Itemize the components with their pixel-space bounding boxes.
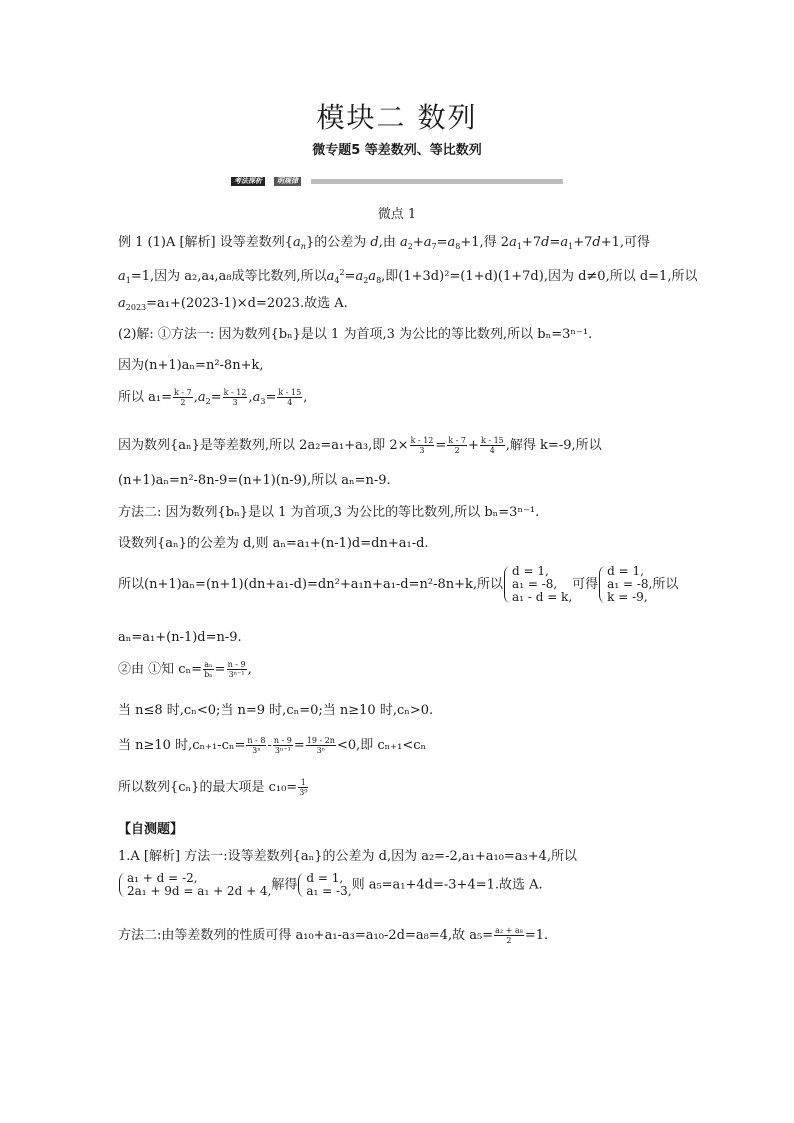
fraction-den: 3ⁿ⁻¹ (228, 670, 245, 679)
fraction (277, 388, 302, 407)
fraction-num: n - 9 (227, 660, 246, 669)
fraction-num: a₂ + a₈ (495, 926, 523, 935)
equation-row: a₁ = -3, (306, 884, 352, 898)
fraction-num: k - 15 (278, 388, 302, 397)
ex1-line-10: 设数列{aₙ}的公差为 d,则 aₙ=a₁+(n-1)d=dn+a₁-d. (118, 536, 429, 551)
fraction-num: k - 7 (448, 436, 467, 445)
equation-row: d = 1, (607, 564, 644, 578)
banner-tag-secondary: 明规律 (274, 177, 301, 186)
ex1-line-3: $a_{2023}=a_1+(2023-1)\times d=2023$.故选 A. (118, 296, 348, 312)
fraction (273, 736, 293, 755)
equation-system (503, 565, 572, 604)
banner-bar (311, 179, 563, 184)
text-run: 所以(n+1)aₙ=(n+1)(dn+a₁-d)=dn²+a₁n+a₁-d=n²-8n+k,所以 (118, 577, 504, 592)
equation-row: k = -9, (607, 590, 648, 604)
equation-row: a₁ = -8, (512, 577, 558, 591)
text-run: =1. (524, 928, 549, 943)
fraction-num: k - 12 (410, 436, 434, 445)
fraction-den: 3ⁿ⁻¹ (274, 746, 291, 755)
equation-row: d = 1, (512, 564, 549, 578)
fraction-den: 2 (506, 936, 512, 945)
text-run: 则 a₅=a₁+4d=-3+4=1.故选 A. (351, 877, 543, 893)
equation-system (598, 565, 652, 604)
fraction (223, 388, 248, 407)
equation-row: a₁ - d = k, (512, 590, 573, 604)
self-test-line-1: 1.A [解析] 方法一:设等差数列{aₙ}的公差为 d,因为 a₂=-2,a₁+a₁₀=a₃+4,所以 (118, 849, 578, 864)
fraction (246, 736, 266, 755)
text-run: ②由 ①知 cₙ= (118, 662, 203, 677)
equation-system (118, 872, 271, 898)
section-banner (231, 177, 563, 185)
equation-row: 2a₁ + 9d = a₁ + 2d + 4, (127, 884, 272, 898)
banner-tag-primary: 考法探析 (231, 177, 265, 186)
point-title: 微点 1 (377, 207, 417, 222)
ex1-line-2: $a_1=1$,因为 a₂,a₄,a₈成等比数列,所以$a_4^2=a_2a_8$,即(1+3d)²=(1+d)(1+7d),因为 d≠0,所以 d=1,所以 (118, 268, 698, 285)
text-run: 可得 (572, 577, 599, 592)
page-title: 模块二 数列 (316, 101, 478, 134)
text-run: 所以 a₁= (118, 390, 172, 405)
ex1-line-7: 因为数列{aₙ}是等差数列,所以 2a₂=a₁+a₃,即 2× $\frac{k - 12}{3}$ = $\frac{k - 7}{2}$ + $\frac{k - 15}{4}$ ,解得 k=-9,所以 (118, 436, 602, 455)
fraction-den: 3 (419, 446, 425, 455)
equation-row: a₁ = -8, (607, 577, 653, 591)
text-run: ,得 2 (479, 235, 510, 250)
ex1-line-5: 因为(n+1)aₙ=n²-8n+k, (118, 358, 264, 373)
text-run: 因为数列{aₙ}是等差数列,所以 2a₂=a₁+a₃,即 2× (118, 438, 409, 453)
fraction-den: 4 (287, 398, 293, 407)
fraction-num: n - 8 (247, 736, 266, 745)
text-run: ,可得 (619, 235, 650, 250)
text-run: 所以数列{cₙ}的最大项是 c₁₀= (118, 780, 298, 795)
text-run: ,由 (378, 235, 400, 250)
fraction-num: k - 15 (480, 436, 504, 445)
text-run: ,即(1+3d)²=(1+d)(1+7d),因为 d≠0,所以 d=1,所以 (381, 269, 698, 284)
fraction (227, 660, 247, 679)
self-test-line-2 (118, 872, 543, 898)
text-run: 当 n≥10 时,cₙ₊₁-cₙ= (118, 738, 246, 753)
text-run: 解得 (271, 877, 298, 893)
text-run: 方法二:由等差数列的性质可得 a₁₀+a₁-a₃=a₁₀-2d=a₈=4,故 a₅= (118, 928, 494, 943)
ex1-line-6: 所以 a₁= $\frac{k - 7}{2}$ $,a_2=$ $\frac{k - 12}{3}$ $,a_3=$ $\frac{k - 15}{4}$ , (118, 388, 308, 407)
fraction-den: 2 (180, 398, 186, 407)
ex1-line-11 (118, 565, 678, 604)
text-run: <0,即 cₙ₊₁<cₙ (336, 738, 427, 753)
fraction (410, 436, 435, 455)
ex1-line-14: 当 n≤8 时,cₙ<0;当 n=9 时,cₙ=0;当 n≥10 时,cₙ>0. (118, 703, 434, 718)
text-run: ,解得 k=-9,所以 (505, 438, 602, 453)
fraction (298, 778, 308, 797)
ex1-line-8: (n+1)aₙ=n²-8n-9=(n+1)(n-9),所以 aₙ=n-9. (118, 473, 391, 488)
page-subtitle: 微专题5 等差数列、等比数列 (312, 143, 482, 158)
fraction (480, 436, 505, 455)
equation-system (297, 872, 351, 898)
fraction (494, 926, 524, 945)
text-run: }的公差为 (305, 235, 371, 250)
fraction-num: aₙ (204, 660, 213, 669)
text-run: 例 1 (1)A [解析] 设等差数列{ (118, 235, 294, 250)
equation-row: d = 1, (306, 871, 344, 885)
fraction-den: 2 (454, 446, 460, 455)
fraction (203, 660, 214, 679)
fraction-den: 3ⁿ (252, 746, 261, 755)
ex1-line-16 (118, 778, 309, 797)
fraction-den: 4 (489, 446, 495, 455)
fraction-num: 1 (298, 778, 308, 788)
fraction-den: 3ⁿ (316, 746, 326, 755)
ex1-line-15: 当 n≥10 时,cₙ₊₁-cₙ= $\frac{n - 8}{\text{3ⁿ}}$ - $\frac{n - 9}{\text{3ⁿ⁻¹}}$ = $\frac{19 - 2n}{\text{3ⁿ}}$ <0,即 cₙ₊₁<cₙ (118, 736, 427, 755)
fraction (447, 436, 467, 455)
fraction (306, 736, 336, 755)
ex1-line-1: 例 1 (1)A [解析] 设等差数列$\{a_n\}$的公差为 d,由 $a_2+a_7=a_8+1$,得 $2a_1+7d=a_1+7d+1$,可得 (118, 235, 650, 251)
ex1-line-9: 方法二: 因为数列{bₙ}是以 1 为首项,3 为公比的等比数列,所以 bₙ=3ⁿ⁻¹. (118, 505, 540, 520)
self-test-heading: 【自测题】 (118, 822, 184, 837)
ex1-line-13: ②由 ①知 cₙ= $\frac{\text{aₙ}}{\text{bₙ}}$ = $\frac{n - 9}{\text{3ⁿ⁻¹}}$ , (118, 660, 252, 679)
ex1-line-12: aₙ=a₁+(n-1)d=n-9. (118, 630, 242, 645)
fraction-den: bₙ (204, 670, 213, 679)
self-test-line-3 (118, 926, 548, 945)
ex1-line-4: (2)解: ①方法一: 因为数列{bₙ}是以 1 为首项,3 为公比的等比数列,所以 bₙ=3ⁿ⁻¹. (118, 327, 593, 342)
text-run: =a₁+(2023-1)×d=2023.故选 A. (146, 296, 348, 311)
equation-row: a₁ + d = -2, (127, 871, 198, 885)
fraction-num: 19 - 2n (306, 736, 335, 745)
text-run: =1,因为 a₂,a₄,a₈成等比数列,所以 (130, 269, 327, 284)
text-run: 所以 (652, 577, 679, 592)
fraction-num: k - 12 (223, 388, 247, 397)
fraction-num: n - 9 (273, 736, 292, 745)
fraction-den: 3 (232, 398, 238, 407)
fraction-den: 3⁹ (299, 788, 308, 797)
fraction-num: k - 7 (174, 388, 192, 397)
fraction (173, 388, 193, 407)
